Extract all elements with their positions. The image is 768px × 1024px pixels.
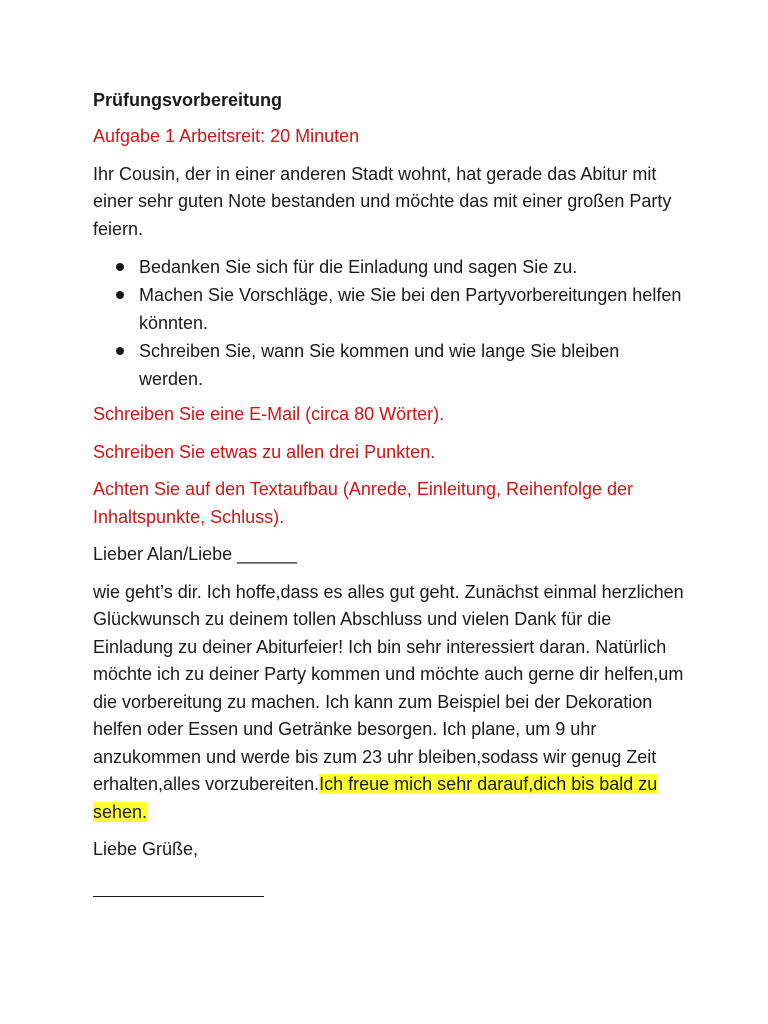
letter-highlighted-text: Ich freue mich sehr darauf,dich bis bald zu sehen.: [93, 774, 658, 822]
letter-body-text: wie geht’s dir. Ich hoffe,dass es alles gut geht. Zunächst einmal herzlichen Glückwunsch zu deinem tollen Abschluss und vielen Dank für die Einladung zu deiner Abiturfeier! Ich bin sehr interessiert daran. Natürlich möchte ich zu deiner Party kommen und möchte auch gerne dir helfen,um die vorbereitung zu machen. Ich kann zum Beispiel bei der Dekoration helfen oder Essen und Getränke besorgen. Ich plane, um 9 uhr anzukommen und werde bis zum 23 uhr bleiben,sodass wir genug Zeit erhalten,alles vorzubereiten.: [93, 581, 684, 794]
bullet-dot-icon: [116, 347, 124, 355]
task-point: [93, 253, 688, 281]
task-point: [93, 337, 688, 393]
letter-body: [93, 579, 688, 827]
task-intro: Ihr Cousin, der in einer anderen Stadt wohnt, hat gerade das Abitur mit einer sehr guten Note bestanden und möchte das mit einer großen Party feiern.: [93, 163, 672, 239]
task-points-list: [93, 253, 688, 393]
bullet-dot-icon: [116, 291, 124, 299]
task-point-text: Machen Sie Vorschläge, wie Sie bei den Partyvorbereitungen helfen könnten.: [139, 285, 682, 333]
task-point: [93, 281, 688, 337]
instruction-all-points: Schreiben Sie etwas zu allen drei Punkten.: [93, 441, 436, 462]
task-point-text: Schreiben Sie, wann Sie kommen und wie lange Sie bleiben werden.: [139, 341, 620, 389]
task-point-text: Bedanken Sie sich für die Einladung und sagen Sie zu.: [139, 257, 578, 277]
task-time-line: Aufgabe 1 Arbeitsreit: 20 Minuten: [93, 126, 360, 146]
document-title: Prüfungsvorbereitung: [93, 90, 283, 110]
letter-closing: Liebe Grüße,: [93, 839, 199, 859]
bullet-dot-icon: [116, 263, 124, 271]
instruction-structure: Achten Sie auf den Textaufbau (Anrede, Einleitung, Reihenfolge der Inhaltspunkte, Schluss).: [93, 479, 634, 527]
instruction-word-count: Schreiben Sie eine E-Mail (circa 80 Wörter).: [93, 404, 445, 424]
signature-line: [93, 878, 264, 897]
letter-salutation: Lieber Alan/Liebe ______: [93, 544, 298, 564]
